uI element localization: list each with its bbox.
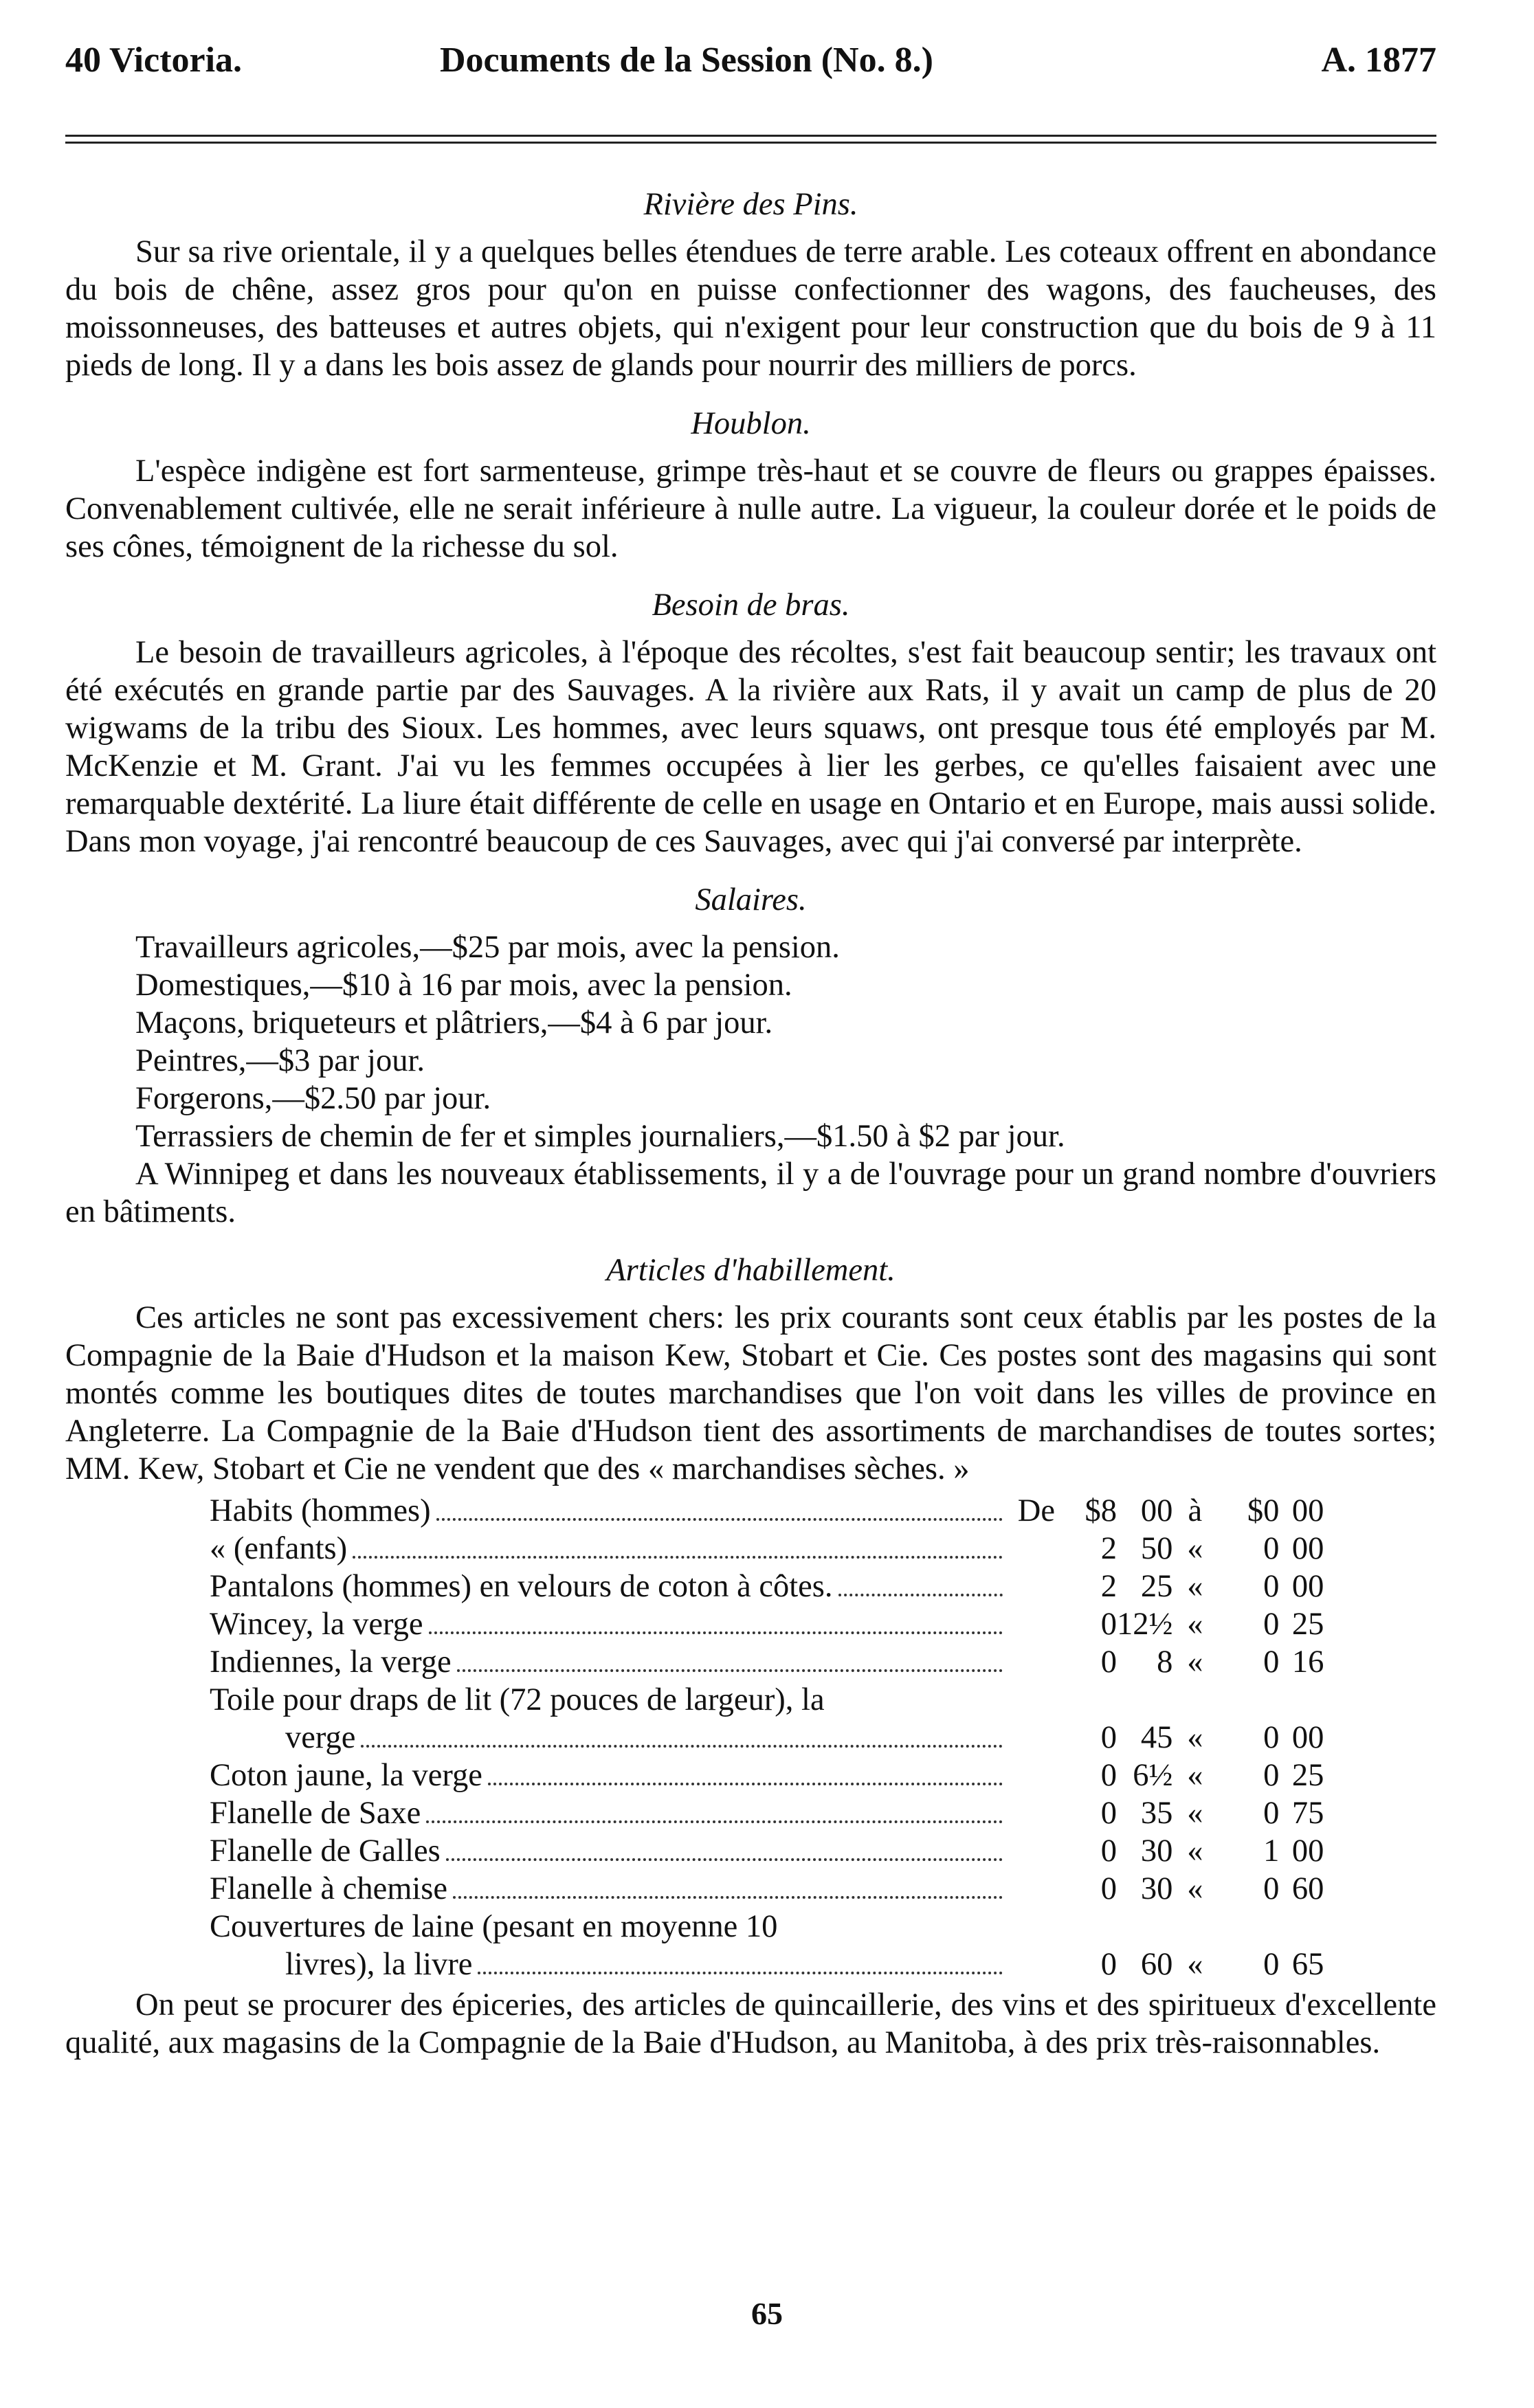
price-item <box>210 1757 1007 1794</box>
price-separator: « <box>1187 1569 1203 1604</box>
price-item-line <box>210 1794 1007 1832</box>
price-from-cents: 25 <box>1140 1569 1173 1604</box>
paragraph-closing: On peut se procurer des épiceries, des articles de quincaillerie, des vins et des spiritueux d'excellente qualité, aux magasins de la Compagnie de la Baie d'Hudson, au Manitoba, à des prix très-raisonnables. <box>65 1987 1436 2060</box>
price-to-dollars: 0 <box>1263 1758 1280 1793</box>
price-item-line <box>210 1870 1007 1908</box>
price-de-label: De <box>1017 1493 1055 1528</box>
price-item-label: Coton jaune, la verge <box>210 1758 482 1793</box>
paragraph-salaires: A Winnipeg et dans les nouveaux établissements, il y a de l'ouvrage pour un grand nombre d'ouvriers en bâtiments. <box>65 1157 1436 1229</box>
price-de-label <box>1007 1643 1055 1681</box>
price-from-cents: 50 <box>1140 1531 1173 1566</box>
price-item-label-cont: livres), la livre <box>285 1947 473 1982</box>
price-item <box>210 1530 1007 1568</box>
price-row <box>210 1908 1324 1983</box>
price-separator: « <box>1187 1947 1203 1982</box>
price-row <box>210 1568 1324 1605</box>
salary-line: Terrassiers de chemin de fer et simples journaliers,—$1.50 à $2 par jour. <box>135 1119 1065 1154</box>
price-de-label <box>1007 1908 1055 1983</box>
price-item-line <box>210 1605 1007 1643</box>
price-from-cents: 60 <box>1140 1947 1173 1982</box>
price-from-cents: 00 <box>1140 1493 1173 1528</box>
price-row <box>210 1643 1324 1681</box>
price-row <box>210 1794 1324 1832</box>
heading-salaires: Salaires. <box>695 882 807 917</box>
price-item-continuation <box>210 1719 1007 1757</box>
price-row <box>210 1605 1324 1643</box>
price-item-label: Couvertures de laine (pesant en moyenne 10 <box>210 1909 778 1944</box>
price-from-dollars: 0 <box>1100 1758 1117 1793</box>
price-to-cents: 00 <box>1291 1531 1324 1566</box>
price-row <box>210 1681 1324 1757</box>
price-from-dollars: 0 <box>1100 1833 1117 1869</box>
dot-leader <box>446 1858 1003 1861</box>
price-to-dollars: 0 <box>1263 1871 1280 1906</box>
dot-leader <box>478 1972 1003 1974</box>
price-to-cents: 00 <box>1291 1720 1324 1755</box>
price-item-label: Pantalons (hommes) en velours de coton à côtes. <box>210 1569 833 1604</box>
price-item-label-cont: verge <box>285 1720 356 1755</box>
price-item <box>210 1643 1007 1681</box>
price-from-cents: 45 <box>1140 1720 1173 1755</box>
price-item <box>210 1870 1007 1908</box>
salary-line: Maçons, briqueteurs et plâtriers,—$4 à 6 par jour. <box>135 1005 773 1040</box>
page-body <box>65 158 1436 2062</box>
price-de-label <box>1007 1757 1055 1794</box>
price-item-label: Toile pour draps de lit (72 pouces de largeur), la <box>210 1682 825 1717</box>
header-title: Documents de la Session (No. 8.) <box>440 41 933 80</box>
price-separator: « <box>1187 1531 1203 1566</box>
price-row <box>210 1832 1324 1870</box>
price-item <box>210 1681 1007 1757</box>
price-item <box>210 1605 1007 1643</box>
price-from-dollars: 0 <box>1100 1796 1117 1831</box>
salary-line: Forgerons,—$2.50 par jour. <box>135 1081 491 1116</box>
price-de-label <box>1007 1794 1055 1832</box>
price-from-cents: 30 <box>1140 1833 1173 1869</box>
header-rule-lower <box>65 142 1436 144</box>
dot-leader <box>361 1745 1003 1748</box>
price-from-dollars: 0 <box>1100 1947 1117 1982</box>
price-row <box>210 1870 1324 1908</box>
price-item-label: Flanelle à chemise <box>210 1871 448 1906</box>
price-item-label: « (enfants) <box>210 1531 348 1566</box>
price-de-label <box>1007 1530 1055 1568</box>
price-item <box>210 1908 1007 1983</box>
price-to-cents: 00 <box>1291 1833 1324 1869</box>
price-separator: « <box>1187 1720 1203 1755</box>
price-from-dollars: 0 <box>1100 1871 1117 1906</box>
paragraph-habillement: Ces articles ne sont pas excessivement chers: les prix courants sont ceux établis par les postes de la Compagnie de la Baie d'Hudson et la maison Kew, Stobart et Cie. Ces postes sont des magasins qui sont montés comme les boutiques dites de toutes marchandises que l'on voit dans les villes de province en Angleterre. La Compagnie de la Baie d'Hudson tient des assortiments de marchandises de toutes sortes; MM. Kew, Stobart et Cie ne vendent que des « marchandises sèches. » <box>65 1300 1436 1486</box>
price-to-dollars: 0 <box>1263 1796 1280 1831</box>
price-to-dollars: 0 <box>1263 1531 1280 1566</box>
price-to-dollars: 0 <box>1263 1947 1280 1982</box>
price-separator: « <box>1187 1607 1203 1642</box>
price-from-dollars: 0 <box>1100 1607 1117 1642</box>
price-to-cents: 16 <box>1291 1645 1324 1680</box>
price-from-cents: 30 <box>1140 1871 1173 1906</box>
price-to-cents: 65 <box>1291 1947 1324 1982</box>
price-de-label <box>1007 1870 1055 1908</box>
header-volume: 40 Victoria. <box>65 41 243 80</box>
price-item <box>210 1832 1007 1870</box>
price-row <box>210 1530 1324 1568</box>
price-to-cents: 00 <box>1291 1569 1324 1604</box>
salary-line: Peintres,—$3 par jour. <box>135 1043 425 1078</box>
price-to-dollars: 0 <box>1263 1720 1280 1755</box>
price-row <box>210 1492 1324 1530</box>
price-from-dollars: 0 <box>1100 1720 1117 1755</box>
price-item-continuation <box>210 1946 1007 1983</box>
price-from-cents: 35 <box>1140 1796 1173 1831</box>
price-item-label: Wincey, la verge <box>210 1607 423 1642</box>
header-rule <box>65 135 1436 137</box>
price-table <box>210 1492 1324 1983</box>
price-item-line <box>210 1530 1007 1568</box>
price-item-line <box>210 1643 1007 1681</box>
price-from-dollars: $8 <box>1085 1493 1117 1528</box>
header-year: A. 1877 <box>1321 41 1436 80</box>
price-item-line <box>210 1568 1007 1605</box>
price-to-cents: 25 <box>1291 1607 1324 1642</box>
price-separator: « <box>1187 1796 1203 1831</box>
price-item <box>210 1568 1007 1605</box>
salary-line: Travailleurs agricoles,—$25 par mois, avec la pension. <box>135 930 840 965</box>
price-separator: à <box>1188 1493 1203 1528</box>
price-item-line <box>210 1492 1007 1530</box>
price-de-label <box>1007 1568 1055 1605</box>
price-to-cents: 00 <box>1291 1493 1324 1528</box>
price-from-dollars: 0 <box>1100 1645 1117 1680</box>
paragraph-pins: Sur sa rive orientale, il y a quelques belles étendues de terre arable. Les coteaux offrent en abondance du bois de chêne, assez gros pour qu'on en puisse confectionner des wagons, des faucheuses, des moissonneuses, des batteuses et autres objets, qui n'exigent pour leur construction que du bois de 9 à 11 pieds de long. Il y a dans les bois assez de glands pour nourrir des milliers de porcs. <box>65 234 1436 383</box>
price-de-label <box>1007 1605 1055 1643</box>
heading-habillement: Articles d'habillement. <box>606 1253 896 1288</box>
price-item-line <box>210 1757 1007 1794</box>
price-from-cents: 12½ <box>1117 1607 1173 1642</box>
salary-list <box>135 928 1436 1155</box>
price-to-cents: 60 <box>1291 1871 1324 1906</box>
page-header <box>65 40 1436 102</box>
price-de-label <box>1007 1681 1055 1757</box>
dot-leader <box>488 1783 1003 1785</box>
paragraph-bras: Le besoin de travailleurs agricoles, à l'époque des récoltes, s'est fait beaucoup sentir; les travaux ont été exécutés en grande partie par des Sauvages. A la rivière aux Rats, il y avait un camp de plus de 20 wigwams de la tribu des Sioux. Les hommes, avec leurs squaws, ont presque tous été employés par M. McKenzie et M. Grant. J'ai vu les femmes occupées à lier les gerbes, ce qu'elles faisaient avec une remarquable dextérité. La liure était différente de celle en usage en Ontario et en Europe, mais aussi solide. Dans mon voyage, j'ai rencontré beaucoup de ces Sauvages, avec qui j'ai conversé par interprète. <box>65 635 1436 859</box>
price-to-dollars: 0 <box>1263 1645 1280 1680</box>
price-to-cents: 75 <box>1291 1796 1324 1831</box>
dot-leader <box>457 1669 1003 1672</box>
price-separator: « <box>1187 1758 1203 1793</box>
price-to-dollars: $0 <box>1247 1493 1280 1528</box>
price-de-label <box>1007 1832 1055 1870</box>
dot-leader <box>429 1631 1003 1634</box>
price-row <box>210 1757 1324 1794</box>
heading-pins: Rivière des Pins. <box>643 187 858 222</box>
price-to-dollars: 0 <box>1263 1607 1280 1642</box>
price-item <box>210 1492 1007 1530</box>
price-item-label: Flanelle de Galles <box>210 1833 441 1869</box>
price-to-cents: 25 <box>1291 1758 1324 1793</box>
dot-leader <box>353 1556 1003 1559</box>
price-item-label: Habits (hommes) <box>210 1493 431 1528</box>
price-from-dollars: 2 <box>1100 1569 1117 1604</box>
paragraph-houblon: L'espèce indigène est fort sarmenteuse, grimpe très-haut et se couvre de fleurs ou grappes épaisses. Convenablement cultivée, elle ne serait inférieure à nulle autre. La vigueur, la couleur dorée et le poids de ses cônes, témoignent de la richesse du sol. <box>65 454 1436 564</box>
dot-leader <box>436 1518 1003 1521</box>
price-from-cents: 6½ <box>1133 1758 1173 1793</box>
price-item-label: Flanelle de Saxe <box>210 1796 421 1831</box>
dot-leader <box>838 1594 1003 1596</box>
price-item-line <box>210 1832 1007 1870</box>
price-separator: « <box>1187 1871 1203 1906</box>
price-to-dollars: 0 <box>1263 1569 1280 1604</box>
dot-leader <box>453 1896 1003 1899</box>
price-separator: « <box>1187 1645 1203 1680</box>
page-number: 65 <box>751 2296 783 2331</box>
price-from-dollars: 2 <box>1100 1531 1117 1566</box>
heading-houblon: Houblon. <box>691 406 811 441</box>
heading-bras: Besoin de bras. <box>652 588 850 623</box>
price-item <box>210 1794 1007 1832</box>
price-separator: « <box>1187 1833 1203 1869</box>
price-item-label: Indiennes, la verge <box>210 1645 452 1680</box>
price-to-dollars: 1 <box>1263 1833 1280 1869</box>
salary-line: Domestiques,—$10 à 16 par mois, avec la pension. <box>135 968 792 1003</box>
price-from-cents: 8 <box>1157 1645 1173 1680</box>
dot-leader <box>426 1820 1003 1823</box>
